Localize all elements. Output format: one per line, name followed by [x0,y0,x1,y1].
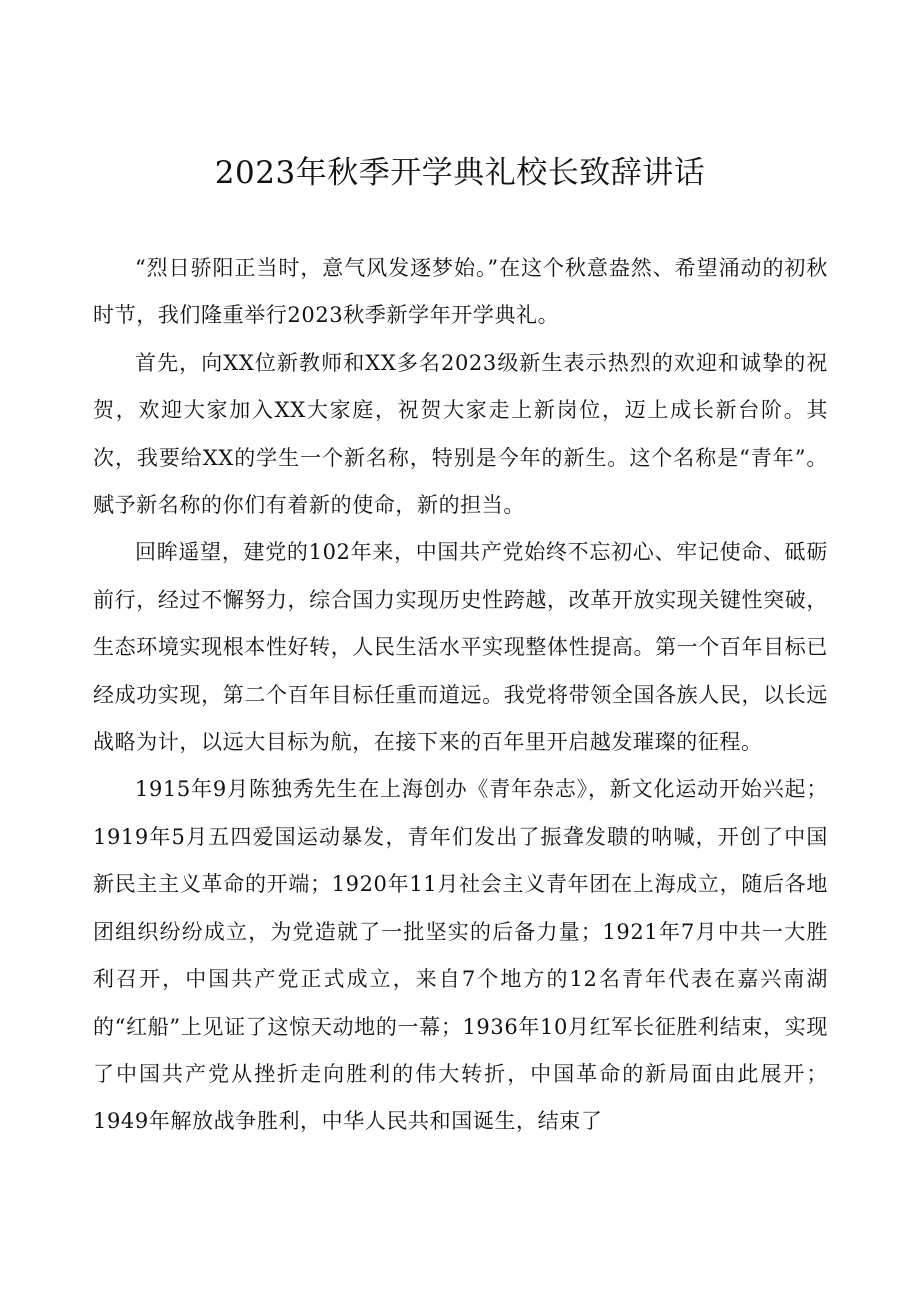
document-body [93,245,828,1146]
paragraph-party-history: 回眸遥望，建党的102年来，中国共产党始终不忘初心、牢记使命、砥砺前行，经过不懈努力，综合国力实现历史性跨越，改革开放实现关键性突破，生态环境实现根本性好转，人民生活水平实现整体性提高。第一个百年目标已经成功实现，第二个百年目标任重而道远。我党将带领全国各族人民，以长远战略为计，以远大目标为航，在接下来的百年里开启越发璀璨的征程。 [93,540,828,755]
paragraph-welcome: 首先，向XX位新教师和XX多名2023级新生表示热烈的欢迎和诚挚的祝贺，欢迎大家加入XX大家庭，祝贺大家走上新岗位，迈上成长新台阶。其次，我要给XX的学生一个新名称，特别是今年的新生。这个名称是“青年”。赋予新名称的你们有着新的使命，新的担当。 [93,350,828,518]
document-title: 2023年秋季开学典礼校长致辞讲话 [214,155,706,191]
paragraph-opening: “烈日骄阳正当时，意气风发逐梦始。”在这个秋意盎然、希望涌动的初秋时节，我们隆重举行2023秋季新学年开学典礼。 [93,256,828,328]
paragraph-youth-history: 1915年9月陈独秀先生在上海创办《青年杂志》，新文化运动开始兴起；1919年5月五四爱国运动暴发，青年们发出了振聋发聩的呐喊，开创了中国新民主主义革命的开端；1920年11月社会主义青年团在上海成立，随后各地团组织纷纷成立，为党造就了一批坚实的后备力量；1921年7月中共一大胜利召开，中国共产党正式成立，来自7个地方的12名青年代表在嘉兴南湖的“红船”上见证了这惊天动地的一幕；1936年10月红军长征胜利结束，实现了中国共产党从挫折走向胜利的伟大转折，中国革命的新局面由此展开；1949年解放战争胜利，中华人民共和国诞生，结束了 [93,777,828,1134]
